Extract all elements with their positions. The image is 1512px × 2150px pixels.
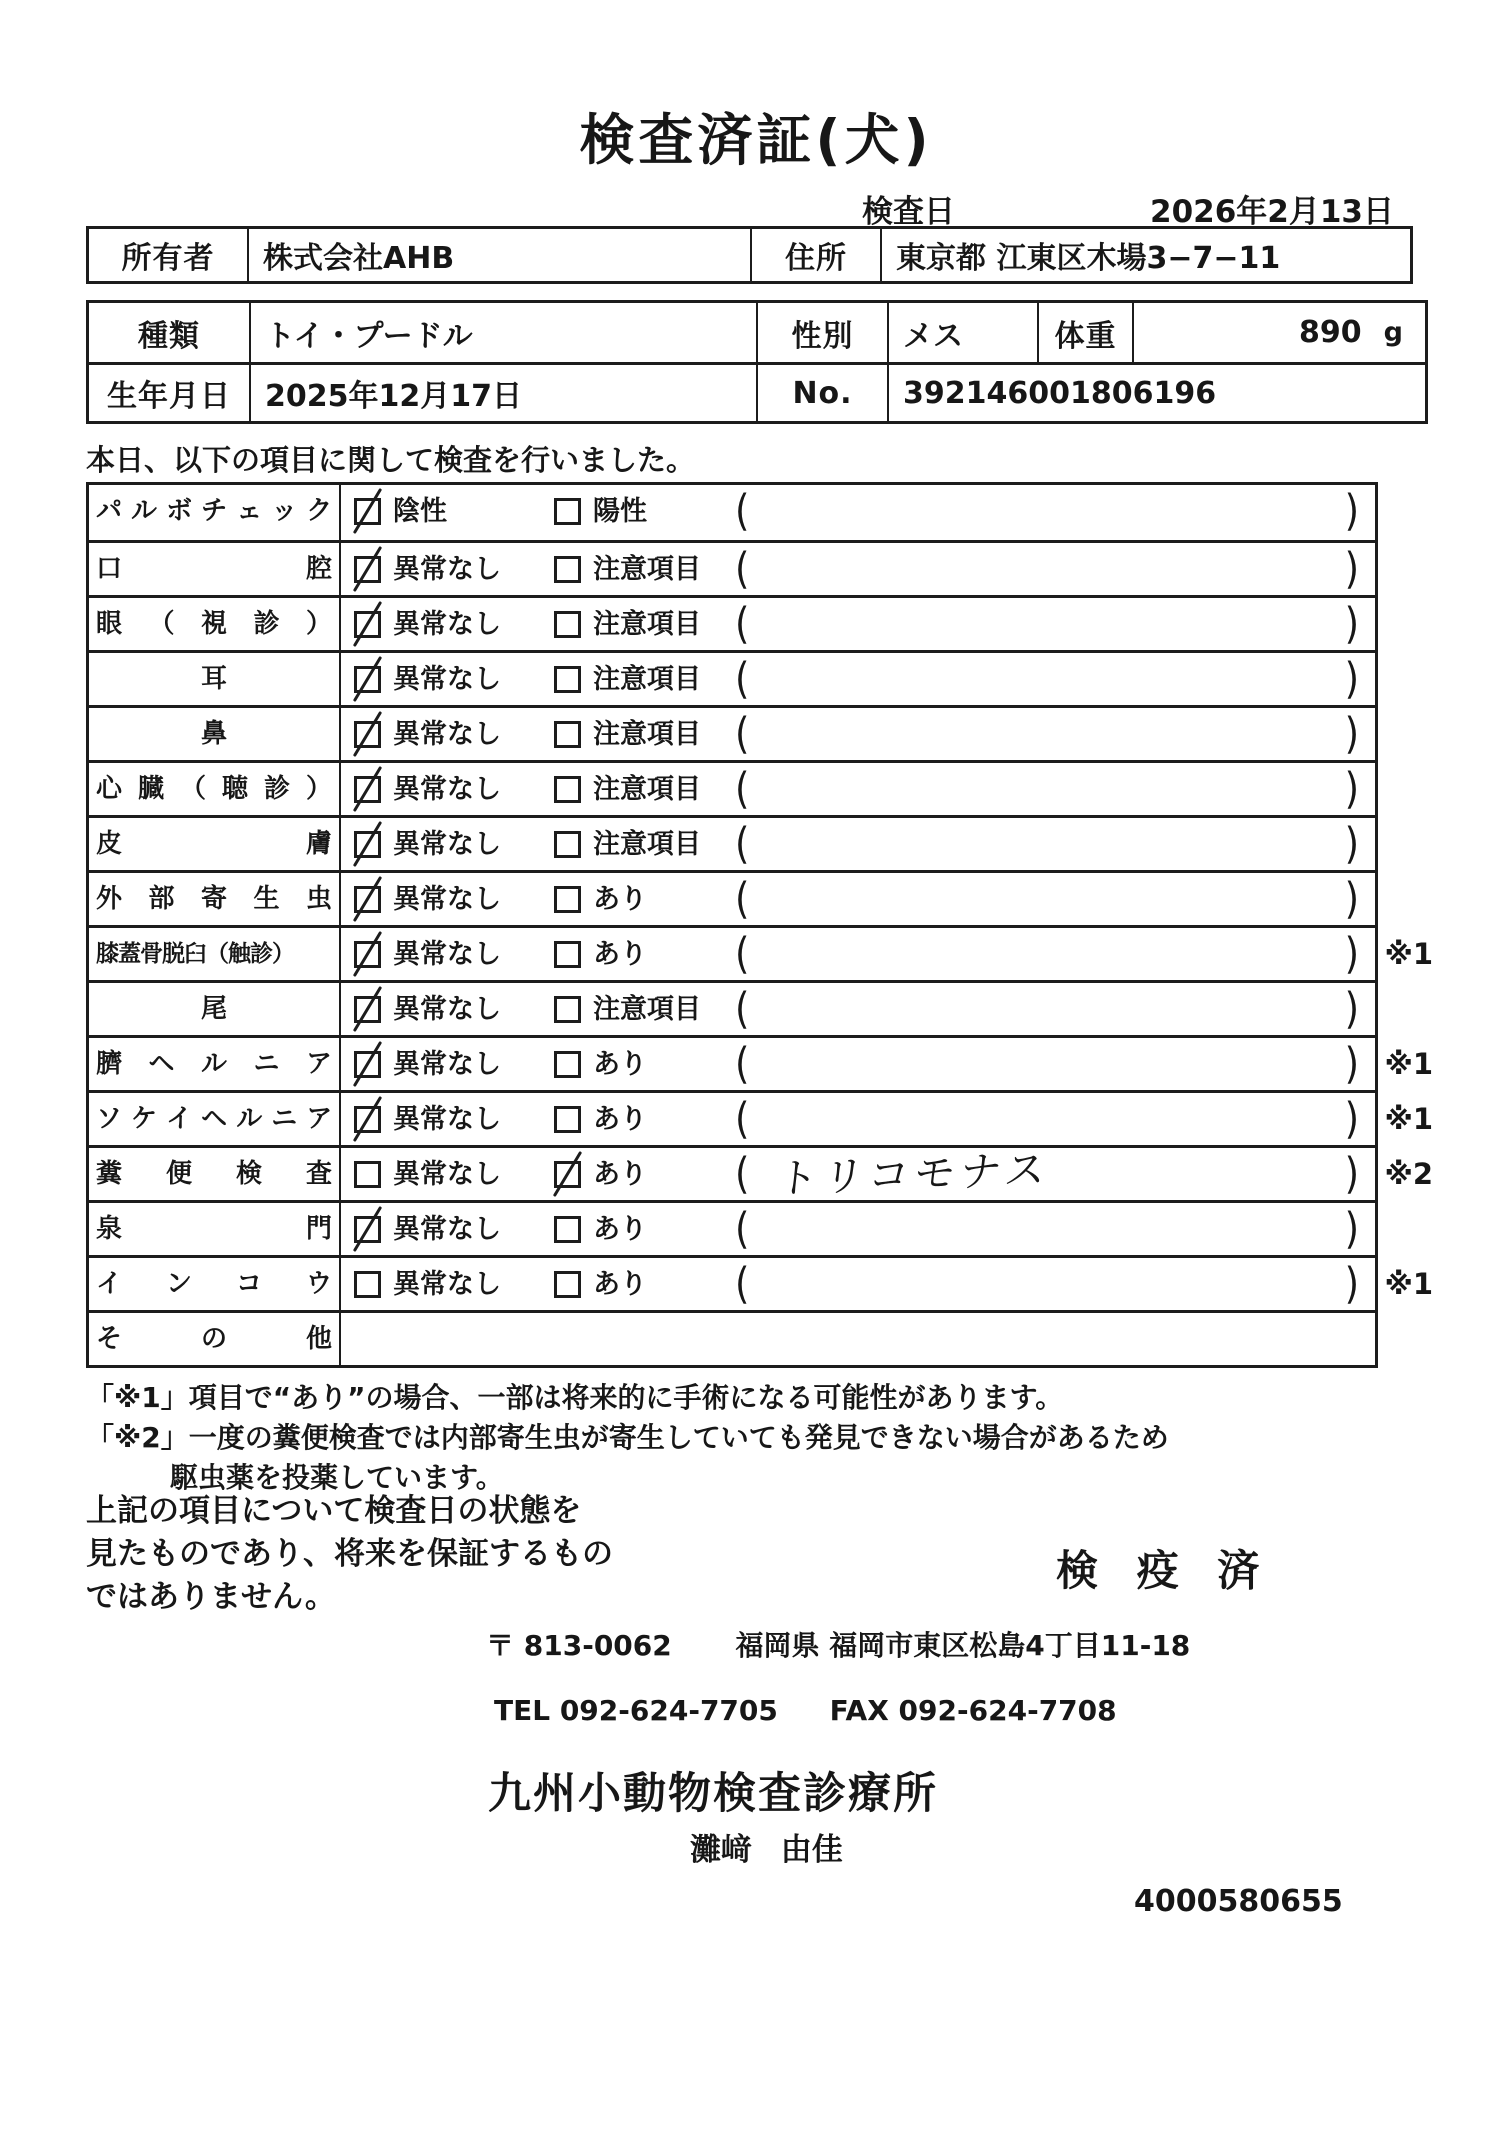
finding-paren-close [1345, 594, 1359, 654]
clinic-fax: FAX 092-624-7708 [829, 1694, 1117, 1727]
checkbox-option2 [554, 1271, 581, 1298]
checklist-row [89, 1145, 1433, 1203]
handwritten-check-icon [353, 711, 382, 757]
finding-paren-close [1345, 869, 1359, 929]
checklist-row [89, 540, 1375, 595]
checkbox-option2-label: あり [593, 1049, 647, 1080]
checklist-item-label: 尾 [89, 983, 341, 1035]
finding-paren-open [735, 814, 749, 874]
owner-table [86, 226, 1413, 284]
finding-paren-close [1345, 704, 1359, 764]
finding-paren-close [1345, 1254, 1359, 1314]
checkbox-option2 [554, 776, 581, 803]
checkbox-option1-label: 異常なし [393, 719, 501, 750]
handwritten-check-icon [353, 931, 382, 977]
checkbox-option2-label: 注意項目 [593, 554, 701, 585]
checkbox-option1-label: 異常なし [393, 994, 501, 1025]
checklist-row [89, 485, 1375, 540]
handwritten-check-icon [353, 986, 382, 1032]
handwritten-check-icon [353, 656, 382, 702]
address-value: 東京都 江東区木場3−7−11 [880, 229, 1410, 281]
checklist-item-label: 膝蓋骨脱臼（触診） [89, 928, 341, 980]
disclaimer-text [86, 1490, 613, 1619]
checklist-row-content [341, 873, 1375, 925]
checkbox-option1-label: 異常なし [393, 829, 501, 860]
checklist-row-content [341, 653, 1375, 705]
finding-paren-open [735, 759, 749, 819]
owner-value: 株式会社AHB [247, 229, 750, 281]
finding-paren-close [1345, 481, 1359, 541]
checklist-row-content [341, 1258, 1375, 1310]
disclaimer-line1: 上記の項目について検査日の状態を [86, 1493, 582, 1529]
checkbox-option1-label: 異常なし [393, 774, 501, 805]
checklist-row [89, 1310, 1375, 1365]
checklist-row-content [341, 818, 1375, 870]
finding-paren-close [1345, 1144, 1359, 1204]
checklist-row-content [341, 763, 1375, 815]
clinic-postal-code: 〒 813-0062 [486, 1629, 672, 1662]
checklist-row-content [341, 1145, 1375, 1203]
checkbox-option2-label: 注意項目 [593, 719, 701, 750]
checklist-item-label: そ の 他 [89, 1313, 341, 1365]
checkbox-option2 [554, 886, 581, 913]
checkbox-option2-label: あり [593, 939, 647, 970]
checkbox-option1-label: 異常なし [393, 884, 501, 915]
checklist-row [89, 1255, 1433, 1310]
checkbox-option1 [354, 721, 381, 748]
checkbox-option2 [554, 831, 581, 858]
checklist-row [89, 1035, 1433, 1090]
checklist-item-label: 糞 便 検 査 [89, 1148, 341, 1200]
reference-mark: ※1 [1384, 937, 1433, 971]
finding-paren-close [1345, 814, 1359, 874]
footnote-2-line1: 「※2」一度の糞便検査では内部寄生虫が寄生していても発見できない場合があるため [86, 1421, 1169, 1454]
checkbox-option2-label: あり [593, 1214, 647, 1245]
checkbox-option1-label: 異常なし [393, 609, 501, 640]
checkbox-option2 [554, 721, 581, 748]
checkbox-option1-label: 異常なし [393, 664, 501, 695]
handwritten-check-icon [353, 1206, 382, 1252]
checklist-row-content [341, 1313, 1375, 1365]
checkbox-option1-label: 異常なし [393, 939, 501, 970]
weight-number: 890 [1299, 315, 1362, 350]
handwritten-check-icon [353, 546, 382, 592]
finding-paren-close [1345, 1034, 1359, 1094]
clinic-phone-line [494, 1694, 1117, 1727]
checkbox-option1 [354, 776, 381, 803]
checklist-row-content [341, 1038, 1375, 1090]
checkbox-option2-label: 陽性 [593, 496, 647, 527]
handwritten-check-icon [353, 876, 382, 922]
number-value: 392146001806196 [887, 365, 1425, 421]
checklist-item-label: パ ル ボ チ ェ ッ ク [89, 485, 341, 540]
page-title: 検査済証(犬) [579, 108, 933, 172]
checkbox-option2 [554, 941, 581, 968]
checklist-item-label: 眼 （ 視 診 ） [89, 598, 341, 650]
checklist-row-content [341, 708, 1375, 760]
handwritten-check-icon [353, 1096, 382, 1142]
finding-paren-close [1345, 979, 1359, 1039]
checkbox-option2 [554, 996, 581, 1023]
checkbox-option2 [554, 666, 581, 693]
clinic-tel: TEL 092-624-7705 [494, 1694, 778, 1727]
handwritten-finding: トリコモナス [774, 1145, 1053, 1203]
checklist-row [89, 1090, 1433, 1145]
checkbox-option2-label: 注意項目 [593, 609, 701, 640]
finding-paren-open [735, 594, 749, 654]
checklist-item-label: 鼻 [89, 708, 341, 760]
reference-mark: ※1 [1384, 1047, 1433, 1081]
weight-label: 体重 [1037, 303, 1132, 362]
checkbox-option2-label: あり [593, 1104, 647, 1135]
checklist-row [89, 760, 1375, 815]
checkbox-option2-label: 注意項目 [593, 994, 701, 1025]
checklist-row-content [341, 598, 1375, 650]
checklist-item-label: 口 腔 [89, 543, 341, 595]
finding-paren-close [1345, 649, 1359, 709]
checkbox-option1 [354, 1271, 381, 1298]
checkbox-option1 [354, 1106, 381, 1133]
address-label: 住所 [750, 229, 880, 281]
checklist-row-content [341, 928, 1375, 980]
checkbox-option1 [354, 498, 381, 525]
checkbox-option1 [354, 941, 381, 968]
checkbox-option1 [354, 1216, 381, 1243]
finding-paren-open [735, 1254, 749, 1314]
finding-paren-open [735, 1144, 749, 1204]
checkbox-option1 [354, 831, 381, 858]
pet-table [86, 300, 1428, 424]
checkbox-option1 [354, 556, 381, 583]
finding-paren-open [735, 869, 749, 929]
checklist-table [86, 482, 1433, 1368]
checklist-item-label: 泉 門 [89, 1203, 341, 1255]
intro-text: 本日、以下の項目に関して検査を行いました。 [86, 443, 696, 477]
checklist-item-label: 心 臓 （ 聴 診 ） [89, 763, 341, 815]
checkbox-option2-label: 注意項目 [593, 829, 701, 860]
checkbox-option1 [354, 1051, 381, 1078]
finding-paren-close [1345, 924, 1359, 984]
handwritten-check-icon [353, 488, 382, 534]
checkbox-option2-label: あり [593, 1269, 647, 1300]
handwritten-check-icon [353, 1041, 382, 1087]
finding-paren-open [735, 924, 749, 984]
footnote-1: 「※1」項目で“あり”の場合、一部は将来的に手術になる可能性があります。 [86, 1381, 1064, 1414]
finding-paren-open [735, 1199, 749, 1259]
disclaimer-line3: ではありません。 [86, 1579, 336, 1615]
checklist-row [89, 1200, 1375, 1255]
checkbox-option1-label: 異常なし [393, 554, 501, 585]
checkbox-option2-label: あり [593, 884, 647, 915]
checkbox-option2 [554, 556, 581, 583]
handwritten-check-icon [353, 766, 382, 812]
checklist-row [89, 815, 1375, 870]
checkbox-option1 [354, 1161, 381, 1188]
checklist-item-label: 耳 [89, 653, 341, 705]
checklist-item-label: 皮 膚 [89, 818, 341, 870]
weight-unit: g [1383, 317, 1403, 348]
handwritten-check-icon [553, 1151, 582, 1197]
checkbox-option1-label: 異常なし [393, 1104, 501, 1135]
checklist-row [89, 925, 1433, 980]
checklist-item-label: 臍 ヘ ル ニ ア [89, 1038, 341, 1090]
birthdate-label: 生年月日 [107, 379, 231, 414]
number-label: No. [756, 365, 887, 421]
finding-paren-open [735, 704, 749, 764]
checkbox-option2-label: 注意項目 [593, 774, 701, 805]
veterinarian-name: 灘﨑 由佳 [690, 1832, 843, 1868]
clinic-name: 九州小動物検査診療所 [488, 1769, 938, 1819]
finding-paren-open [735, 481, 749, 541]
checkbox-option2 [554, 498, 581, 525]
pet-table-row-1 [89, 303, 1425, 362]
checklist-item-label: イ ン コ ウ [89, 1258, 341, 1310]
checklist-item-label: 外 部 寄 生 虫 [89, 873, 341, 925]
checklist-row-content [341, 543, 1375, 595]
checkbox-option2 [554, 1161, 581, 1188]
finding-paren-close [1345, 1089, 1359, 1149]
checkbox-option1 [354, 666, 381, 693]
checklist-row-content [341, 485, 1375, 540]
finding-paren-close [1345, 539, 1359, 599]
checkbox-option1-label: 異常なし [393, 1159, 501, 1190]
checkbox-option2 [554, 1106, 581, 1133]
checklist-row [89, 650, 1375, 705]
clinic-address: 福岡県 福岡市東区松島4丁目11-18 [735, 1629, 1191, 1662]
checklist-row [89, 705, 1375, 760]
pet-table-row-2 [89, 362, 1425, 421]
clinic-address-line [486, 1624, 1190, 1664]
exam-date-label: 検査日 [862, 194, 955, 230]
checklist-row [89, 980, 1375, 1035]
checklist-row [89, 870, 1375, 925]
checkbox-option1-label: 陰性 [393, 496, 447, 527]
checkbox-option2 [554, 1051, 581, 1078]
sex-value: メス [887, 303, 1037, 362]
checkbox-option1 [354, 886, 381, 913]
finding-paren-open [735, 979, 749, 1039]
finding-paren-close [1345, 759, 1359, 819]
finding-paren-open [735, 539, 749, 599]
reference-mark: ※1 [1384, 1267, 1433, 1301]
handwritten-check-icon [353, 821, 382, 867]
finding-paren-open [735, 1034, 749, 1094]
checkbox-option1-label: 異常なし [393, 1049, 501, 1080]
birthdate-value: 2025年12月17日 [249, 365, 756, 421]
finding-paren-close [1345, 1199, 1359, 1259]
checklist-row-content [341, 1203, 1375, 1255]
reference-mark: ※2 [1384, 1157, 1433, 1191]
breed-value: トイ・プードル [249, 303, 756, 362]
checklist-row [89, 595, 1375, 650]
checkbox-option1-label: 異常なし [393, 1269, 501, 1300]
owner-label: 所有者 [121, 241, 215, 276]
sex-label: 性別 [756, 303, 887, 362]
serial-number: 4000580655 [1134, 1884, 1343, 1919]
finding-paren-open [735, 649, 749, 709]
weight-value [1132, 303, 1425, 362]
breed-label: 種類 [138, 318, 200, 354]
checkbox-option2 [554, 1216, 581, 1243]
checkbox-option2-label: あり [593, 1159, 647, 1190]
exam-date-value: 2026年2月13日 [1150, 194, 1394, 230]
footnotes [86, 1378, 1169, 1498]
footnote-2-line2: 駆虫薬を投薬しています。 [170, 1461, 504, 1494]
checkbox-option1-label: 異常なし [393, 1214, 501, 1245]
checklist-item-label: ソ ケ イ ヘ ル ニ ア [89, 1093, 341, 1145]
checkbox-option2-label: 注意項目 [593, 664, 701, 695]
checkbox-option2 [554, 611, 581, 638]
checkbox-option1 [354, 611, 381, 638]
checklist-row-content [341, 983, 1375, 1035]
disclaimer-line2: 見たものであり、将来を保証するもの [86, 1536, 613, 1572]
quarantine-stamp: 検 疫 済 [1056, 1546, 1272, 1595]
finding-paren-open [735, 1089, 749, 1149]
checkbox-option1 [354, 996, 381, 1023]
handwritten-check-icon [353, 601, 382, 647]
checklist-row-content [341, 1093, 1375, 1145]
reference-mark: ※1 [1384, 1102, 1433, 1136]
